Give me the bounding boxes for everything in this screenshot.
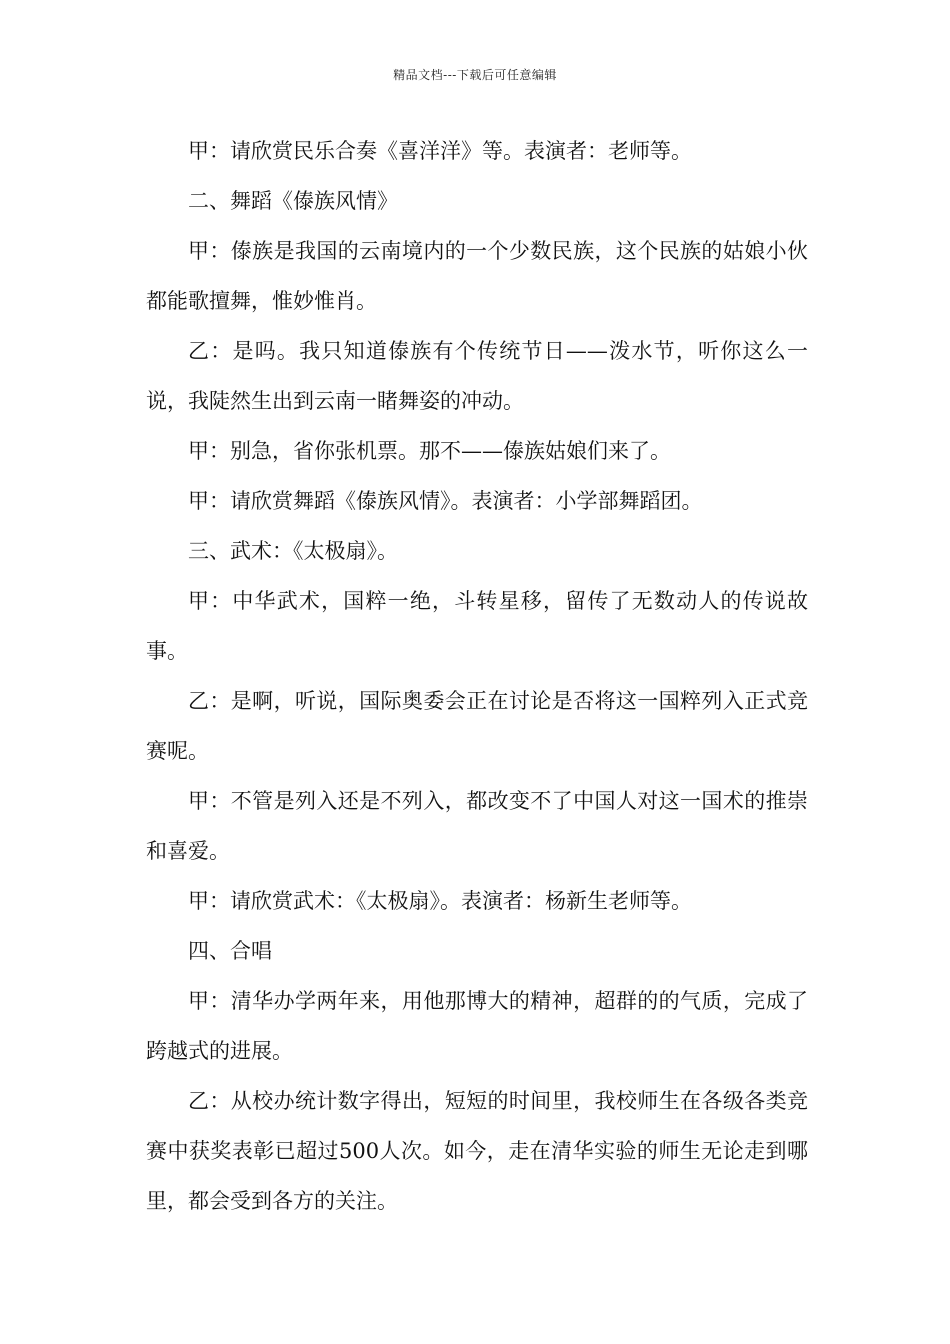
paragraph: 甲：请欣赏舞蹈《傣族风情》。表演者：小学部舞蹈团。 [188,489,703,513]
paragraph: 甲：别急，省你张机票。那不——傣族姑娘们来了。 [188,439,671,463]
paragraph: 甲：清华办学两年来，用他那博大的精神，超群的的气质，完成了跨越式的进展。 [146,989,808,1063]
page-header: 精品文档---下载后可任意编辑 [393,68,557,82]
paragraph: 乙：是啊，听说，国际奥委会正在讨论是否将这一国粹列入正式竞赛呢。 [146,689,808,763]
paragraph: 乙：是吗。我只知道傣族有个传统节日——泼水节，听你这么一说，我陡然生出到云南一睹舞姿的冲动。 [146,339,808,413]
paragraph: 甲：请欣赏武术：《太极扇》。表演者：杨新生老师等。 [188,889,692,913]
section-heading: 四、合唱 [188,939,272,963]
document-body [146,126,808,1226]
paragraph: 甲：请欣赏民乐合奏《喜洋洋》等。表演者：老师等。 [188,139,692,163]
section-heading: 三、武术：《太极扇》。 [188,539,398,563]
paragraph: 甲：傣族是我国的云南境内的一个少数民族，这个民族的姑娘小伙都能歌擅舞，惟妙惟肖。 [146,239,808,313]
paragraph: 乙：从校办统计数字得出，短短的时间里，我校师生在各级各类竞赛中获奖表彰已超过500人次。如今，走在清华实验的师生无论走到哪里，都会受到各方的关注。 [146,1089,808,1213]
paragraph: 甲：中华武术，国粹一绝，斗转星移，留传了无数动人的传说故事。 [146,589,808,663]
section-heading: 二、舞蹈《傣族风情》 [188,189,398,213]
paragraph: 甲：不管是列入还是不列入，都改变不了中国人对这一国术的推崇和喜爱。 [146,789,808,863]
